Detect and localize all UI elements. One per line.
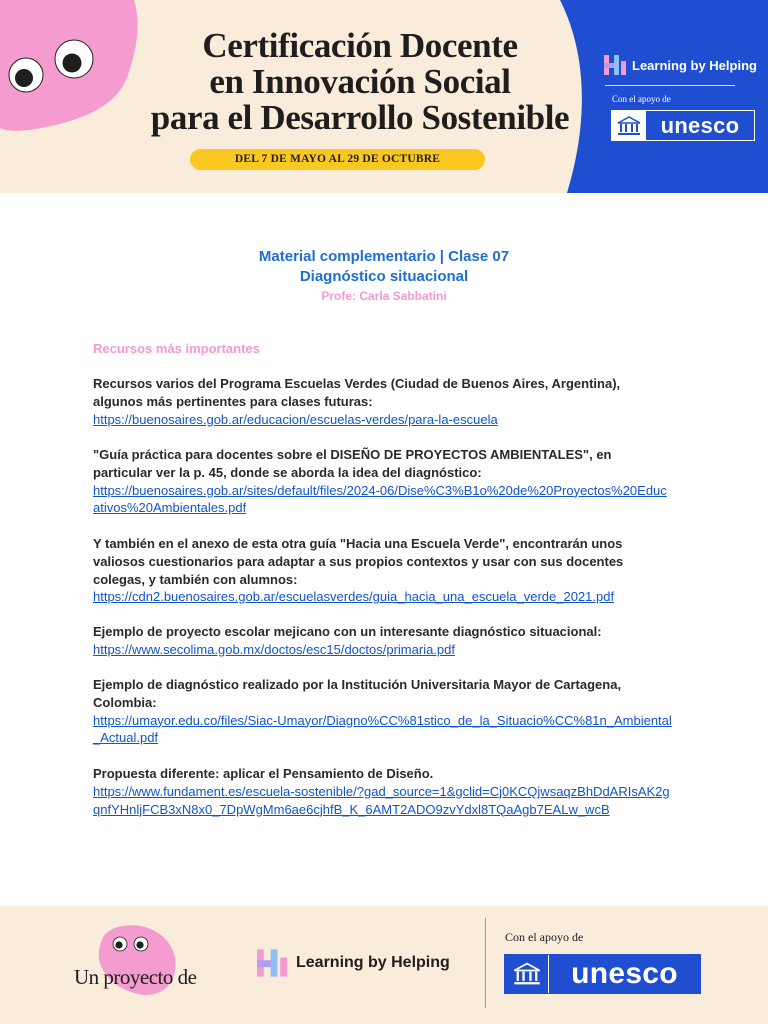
program-title — [120, 28, 600, 136]
divider — [485, 918, 486, 1008]
resource-description: Y también en el anexo de esta otra guía "Hacia una Escuela Verde", encontrarán unos valiosos cuestionarios para adaptar a sus propios contextos y usar con sus docentes colegas, y también con alumnos: — [93, 536, 624, 587]
professor-name: Profe: Carla Sabbatini — [321, 289, 447, 303]
resource-description: Recursos varios del Programa Escuelas Verdes (Ciudad de Buenos Aires, Argentina), algunos más pertinentes para clases futuras: — [93, 376, 621, 409]
resource-item — [93, 765, 673, 818]
resource-link[interactable]: https://www.secolima.gob.mx/doctos/esc15/doctos/primaria.pdf — [93, 641, 455, 657]
section-label: Recursos más importantes — [93, 341, 260, 356]
resource-description: Propuesta diferente: aplicar el Pensamiento de Diseño. — [93, 766, 434, 781]
learning-by-helping-logo — [604, 53, 757, 77]
program-title-line: Certificación Docente — [202, 26, 518, 65]
footer — [0, 906, 768, 1024]
project-by-label: Un proyecto de — [74, 965, 197, 989]
resource-item — [93, 676, 673, 747]
resource-description: Ejemplo de diagnóstico realizado por la Institución Universitaria Mayor de Cartagena, Colombia: — [93, 677, 622, 710]
resource-link[interactable]: https://cdn2.buenosaires.gob.ar/escuelasverdes/guia_hacia_una_escuela_verde_2021.pdf — [93, 589, 615, 605]
mascot-blob-icon — [0, 0, 140, 140]
lbh-logo-icon — [257, 946, 287, 980]
resource-link[interactable]: https://buenosaires.gob.ar/educacion/escuelas-verdes/para-la-escuela — [93, 411, 498, 427]
lbh-logo-icon — [604, 53, 626, 77]
unesco-temple-icon — [505, 955, 549, 993]
date-range-pill: DEL 7 DE MAYO AL 29 DE OCTUBRE — [190, 149, 485, 170]
unesco-logo — [611, 110, 755, 141]
lbh-brand-name: Learning by Helping — [296, 954, 450, 971]
resource-description: "Guía práctica para docentes sobre el DISEÑO DE PROYECTOS AMBIENTALES", en particular ver la p. 45, donde se aborda la idea del diagnóstico: — [93, 447, 612, 480]
resource-item — [93, 446, 673, 517]
resource-item — [93, 623, 673, 659]
support-label: Con el apoyo de — [612, 94, 671, 104]
learning-by-helping-logo — [257, 946, 450, 980]
resource-link[interactable]: https://buenosaires.gob.ar/sites/default/files/2024-06/Dise%C3%B1o%20de%20Proyectos%20Educativos%20Ambientales.pdf — [93, 482, 667, 516]
program-title-line: para el Desarrollo Sostenible — [150, 98, 570, 137]
resource-description: Ejemplo de proyecto escolar mejicano con un interesante diagnóstico situacional: — [93, 624, 602, 639]
lbh-brand-name: Learning by Helping — [632, 57, 757, 73]
resource-link[interactable]: https://www.fundament.es/escuela-sostenible/?gad_source=1&gclid=Cj0KCQjwsaqzBhDdARIsAK2gqnfYHnljFCB3xN8x0_7DpWgMm6ae6cjhfB_K_6AMT2ADO9zvYdxl8TQaAgb7EALw_wcB — [93, 783, 670, 817]
unesco-temple-icon — [612, 111, 646, 140]
material-title: Material complementario | Clase 07 — [258, 248, 510, 265]
program-title-line: en Innovación Social — [209, 62, 511, 101]
support-label: Con el apoyo de — [505, 930, 584, 944]
unesco-logo — [504, 954, 701, 994]
unesco-wordmark: unesco — [660, 112, 740, 138]
unesco-wordmark: unesco — [571, 957, 678, 990]
resource-link[interactable]: https://umayor.edu.co/files/Siac-Umayor/Diagno%CC%81stico_de_la_Situacio%CC%81n_Ambiental_Actual.pdf — [93, 712, 672, 746]
header-banner — [0, 0, 768, 193]
class-topic: Diagnóstico situacional — [299, 268, 469, 285]
resource-item — [93, 375, 673, 428]
divider — [605, 85, 735, 86]
resource-item — [93, 535, 673, 606]
